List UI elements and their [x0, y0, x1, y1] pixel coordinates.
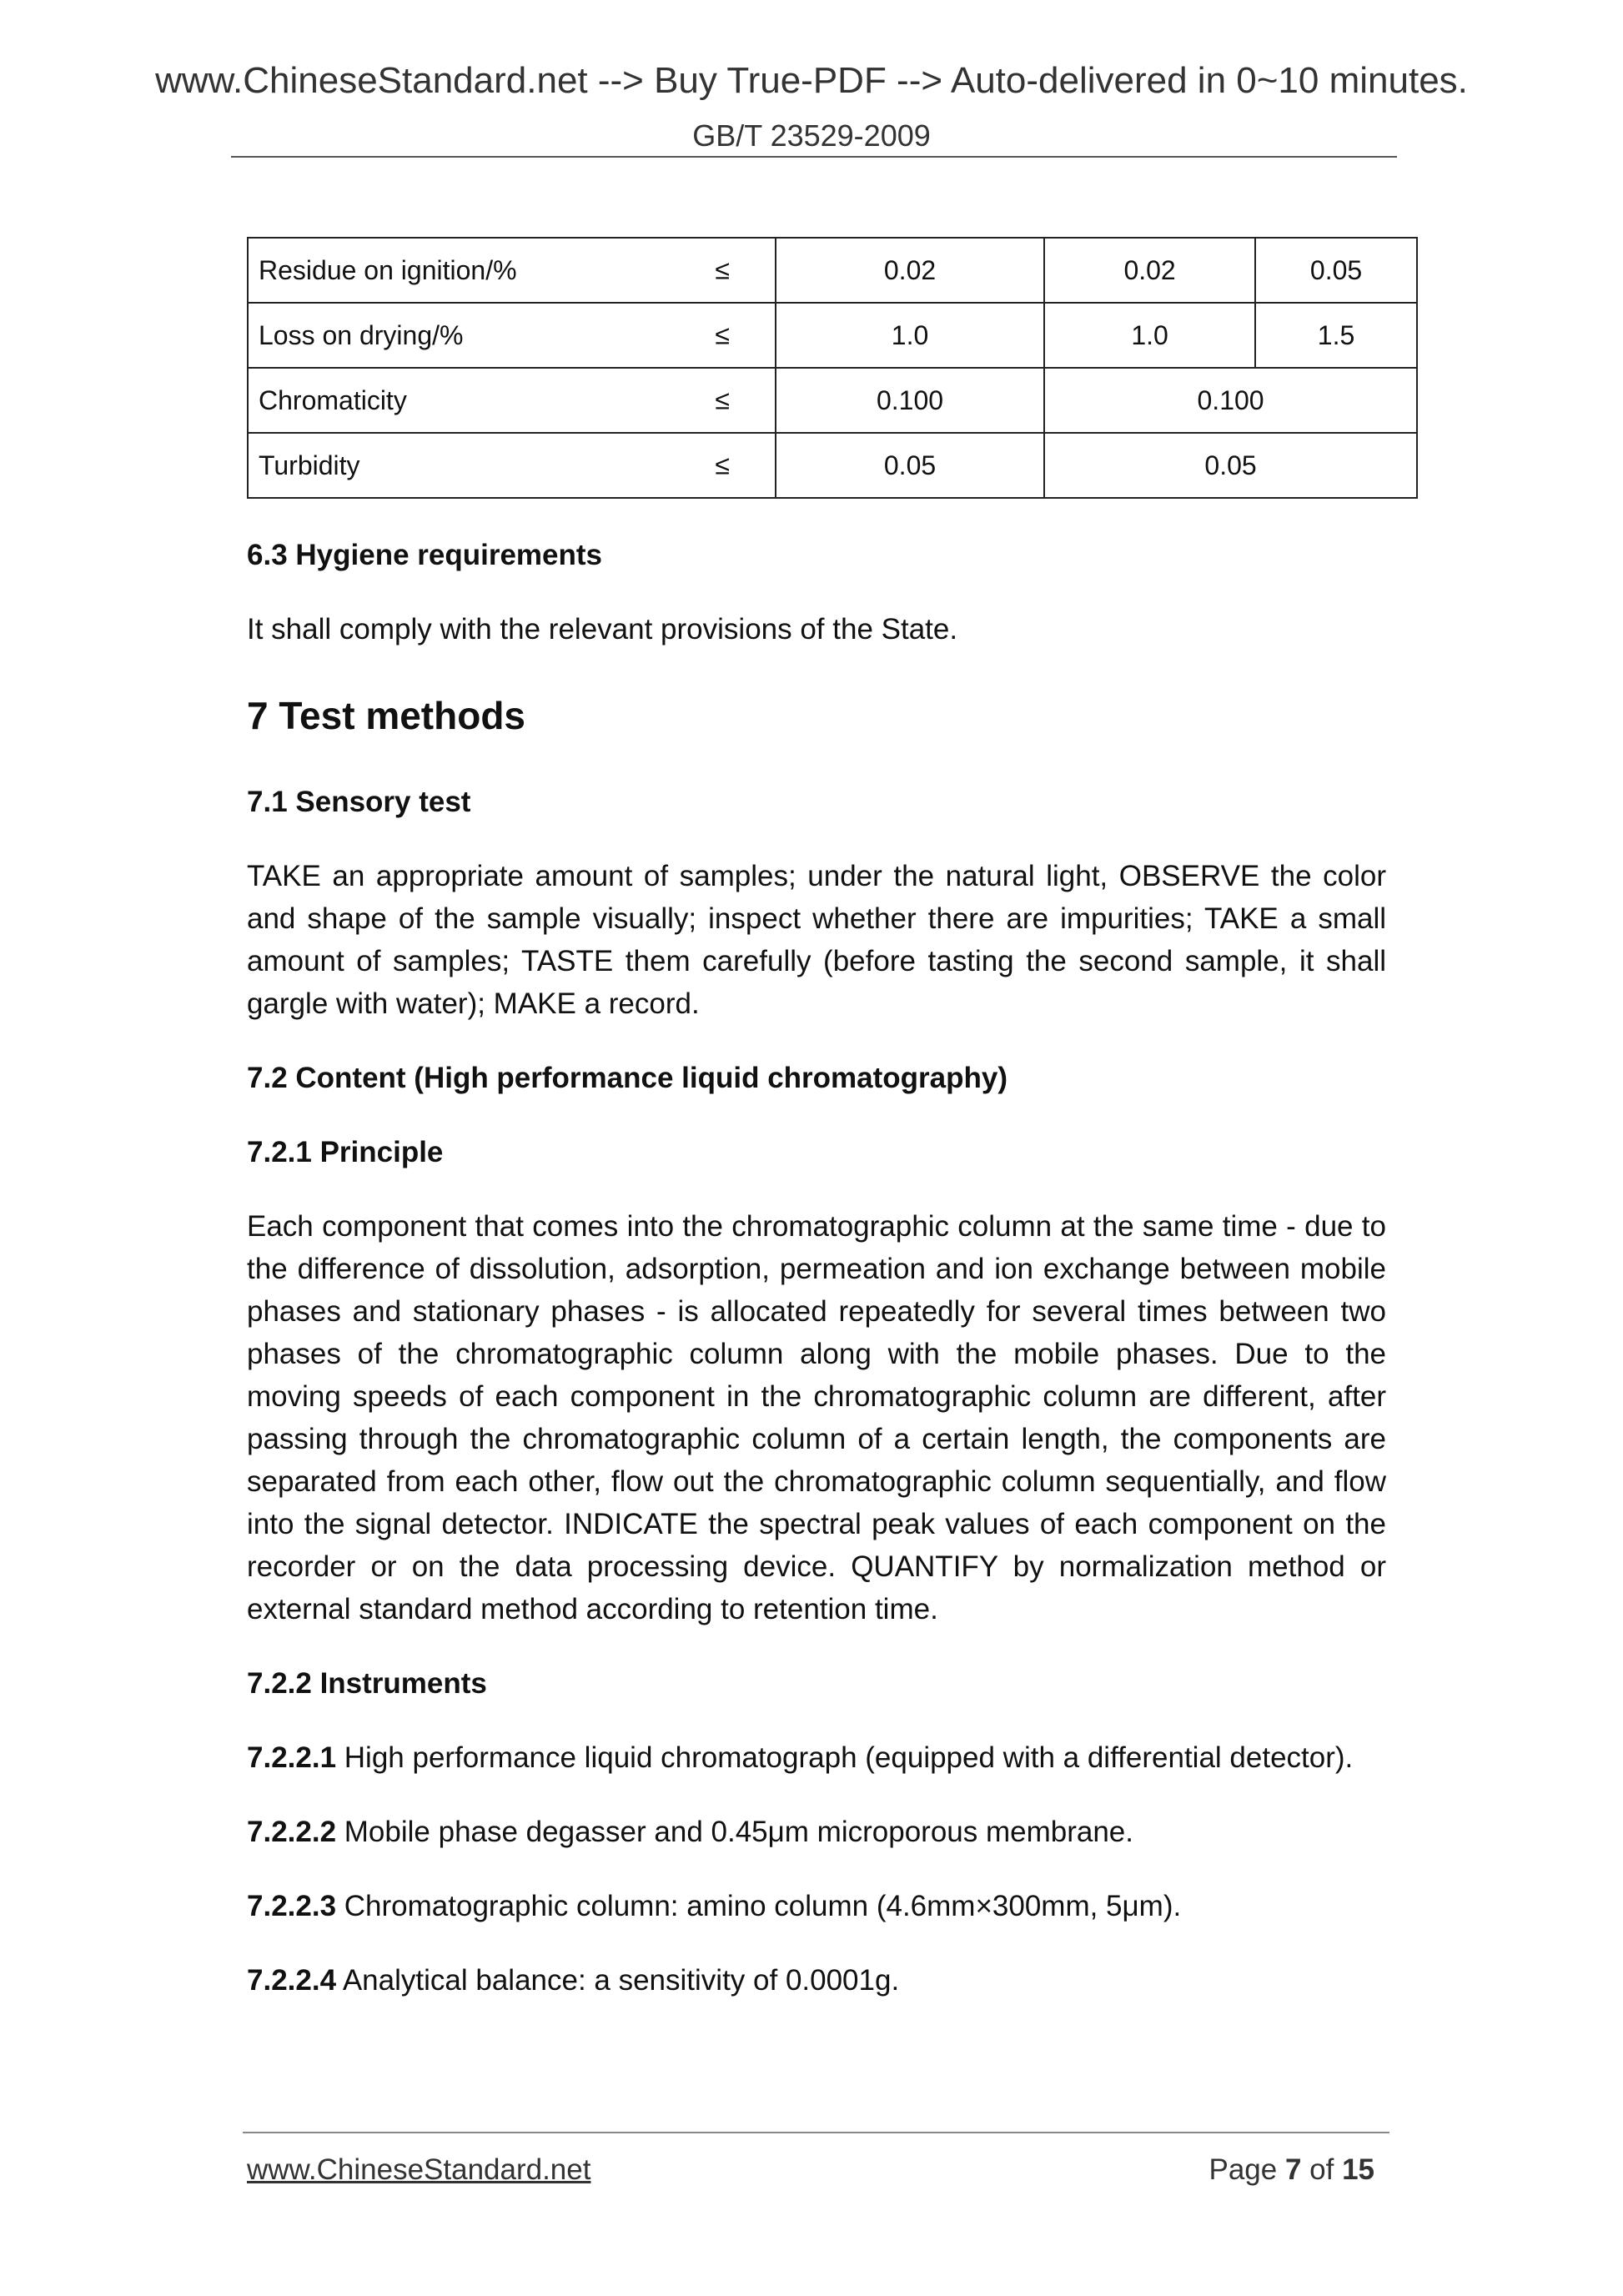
clause-text: Chromatographic column: amino column (4.6mm×300mm, 5μm).	[336, 1890, 1182, 1922]
item-name: Residue on ignition/%	[259, 254, 517, 285]
page-prefix: Page	[1208, 2153, 1285, 2186]
clause-number: 7.2.2.4	[247, 1964, 337, 1997]
list-item	[247, 1885, 1386, 1927]
table-cell-value: 1.0	[776, 303, 1044, 368]
table-cell-value-merged: 0.05	[1044, 433, 1417, 498]
page-current: 7	[1284, 2153, 1302, 2186]
table-cell-name	[248, 433, 776, 498]
table-cell-name	[248, 238, 776, 303]
table-row	[248, 238, 1417, 303]
paragraph: Each component that comes into the chromatographic column at the same time - due to the difference of dissolution, adsorption, permeation and ion exchange between mobile phases and stationary phases - is allocated repeatedly for several times between two phases of the chromatographic column along with the mobile phases. Due to the moving speeds of each component in the chromatographic column are different, after passing through the chromatographic column of a certain length, the components are separated from each other, flow out the chromatographic column sequentially, and flow into the signal detector. INDICATE the spectral peak values of each component on the recorder or on the data processing device. QUANTIFY by normalization method or external standard method according to retention time.	[247, 1210, 1386, 1625]
list-item	[247, 1959, 1386, 2002]
section-heading-7-2-2: 7.2.2 Instruments	[247, 1667, 487, 1700]
page-indicator	[1208, 2153, 1374, 2187]
section-heading-6-3: 6.3 Hygiene requirements	[247, 539, 602, 571]
header-banner: www.ChineseStandard.net --> Buy True-PDF --> Auto-delivered in 0~10 minutes.	[155, 60, 1468, 101]
clause-text: High performance liquid chromatograph (equipped with a differential detector).	[336, 1741, 1354, 1774]
paragraph: It shall comply with the relevant provisions of the State.	[247, 613, 958, 646]
table-row	[248, 368, 1417, 433]
chapter-heading-7: 7 Test methods	[247, 694, 525, 737]
item-name: Turbidity	[259, 450, 360, 480]
clause-text: Mobile phase degasser and 0.45μm microporous membrane.	[336, 1816, 1133, 1848]
table-cell-value: 1.5	[1255, 303, 1417, 368]
clause-number: 7.2.2.2	[247, 1816, 337, 1848]
table-cell-value: 1.0	[1044, 303, 1255, 368]
clause-text: Analytical balance: a sensitivity of 0.0001g.	[336, 1964, 900, 1997]
list-item	[247, 1811, 1386, 1853]
table-cell-value: 0.100	[776, 368, 1044, 433]
footer-divider	[243, 2132, 1389, 2133]
operator: ≤	[715, 384, 730, 415]
page-total: 15	[1342, 2153, 1374, 2186]
table-row	[248, 303, 1417, 368]
table-cell-name	[248, 368, 776, 433]
header-divider	[231, 156, 1397, 158]
clause-number: 7.2.2.3	[247, 1890, 337, 1922]
footer-website-link[interactable]: www.ChineseStandard.net	[247, 2153, 591, 2186]
section-heading-7-2: 7.2 Content (High performance liquid chromatography)	[247, 1062, 1008, 1094]
operator: ≤	[715, 319, 730, 350]
standard-code: GB/T 23529-2009	[692, 118, 931, 153]
table-cell-value: 0.02	[776, 238, 1044, 303]
spec-table	[247, 237, 1418, 499]
list-item	[247, 1736, 1386, 1779]
section-heading-7-1: 7.1 Sensory test	[247, 786, 471, 818]
table-cell-value: 0.02	[1044, 238, 1255, 303]
table-cell-value-merged: 0.100	[1044, 368, 1417, 433]
section-heading-7-2-1: 7.2.1 Principle	[247, 1136, 444, 1168]
clause-number: 7.2.2.1	[247, 1741, 337, 1774]
paragraph: TAKE an appropriate amount of samples; under the natural light, OBSERVE the color and shape of the sample visually; inspect whether there are impurities; TAKE a small amount of samples; TASTE them carefully (before tasting the second sample, it shall gargle with water); MAKE a record.	[247, 860, 1386, 1020]
item-name: Chromaticity	[259, 384, 407, 415]
table-cell-value: 0.05	[1255, 238, 1417, 303]
document-body	[247, 534, 1386, 2002]
item-name: Loss on drying/%	[259, 319, 464, 350]
table-cell-value: 0.05	[776, 433, 1044, 498]
operator: ≤	[715, 450, 730, 480]
table-row	[248, 433, 1417, 498]
page-mid: of	[1301, 2153, 1343, 2186]
operator: ≤	[715, 254, 730, 285]
table-cell-name	[248, 303, 776, 368]
